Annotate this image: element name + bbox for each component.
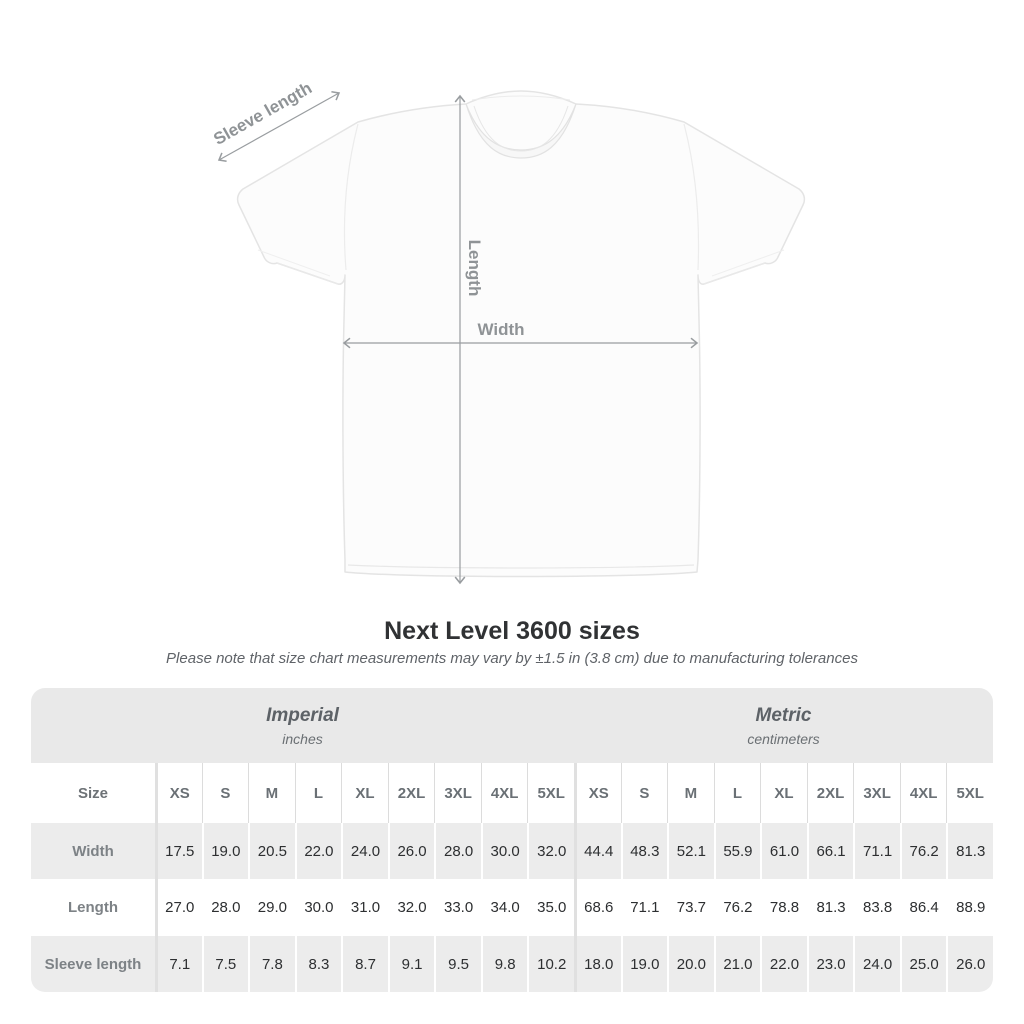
- imperial-section-header: [31, 688, 574, 763]
- unit-header-band: [31, 688, 993, 763]
- table-cell: 31.0: [341, 879, 388, 936]
- table-cell: 73.7: [667, 879, 714, 936]
- table-cell: 9.1: [388, 936, 435, 992]
- row-label: Length: [68, 899, 118, 916]
- size-col-header: M: [667, 763, 714, 823]
- table-cell: 71.1: [621, 879, 668, 936]
- size-col-header: XL: [341, 763, 388, 823]
- table-cell: 19.0: [621, 936, 668, 992]
- table-cell: 8.3: [295, 936, 342, 992]
- table-cell: 30.0: [481, 823, 528, 879]
- sleeve-length-label: Sleeve length: [210, 78, 316, 149]
- tolerance-note: Please note that size chart measurements may vary by ±1.5 in (3.8 cm) due to manufacturing tolerances: [166, 650, 858, 667]
- table-cell: 24.0: [853, 936, 900, 992]
- table-cell: 28.0: [202, 879, 249, 936]
- row-label: Width: [72, 842, 114, 860]
- table-cell: 34.0: [481, 879, 528, 936]
- size-col-header: 4XL: [481, 763, 528, 823]
- page-title: Next Level 3600 sizes: [384, 617, 640, 645]
- table-cell: 52.1: [667, 823, 714, 879]
- table-cell: 55.9: [714, 823, 761, 879]
- size-col-header: XS: [155, 763, 202, 823]
- sleeve-length-row: [31, 936, 993, 992]
- width-label: Width: [477, 320, 525, 339]
- metric-title: Metric: [755, 704, 812, 726]
- table-cell: 83.8: [853, 879, 900, 936]
- table-cell: 10.2: [527, 936, 574, 992]
- table-cell: 66.1: [807, 823, 854, 879]
- table-cell: 25.0: [900, 936, 947, 992]
- size-col-header: S: [621, 763, 668, 823]
- metric-unit: centimeters: [747, 730, 820, 747]
- size-col-header: XL: [760, 763, 807, 823]
- size-col-header: 4XL: [900, 763, 947, 823]
- length-label: Length: [465, 239, 484, 297]
- table-cell: 76.2: [714, 879, 761, 936]
- table-cell: 8.7: [341, 936, 388, 992]
- size-col-header: XS: [574, 763, 621, 823]
- size-column-header: Size: [77, 784, 108, 802]
- size-col-header: 3XL: [853, 763, 900, 823]
- table-cell: 23.0: [807, 936, 854, 992]
- size-col-header: L: [295, 763, 342, 823]
- table-cell: 20.0: [667, 936, 714, 992]
- imperial-title: Imperial: [266, 704, 339, 726]
- table-cell: 68.6: [574, 879, 621, 936]
- table-cell: 9.8: [481, 936, 528, 992]
- table-cell: 88.9: [946, 879, 993, 936]
- metric-section-header: [574, 688, 993, 763]
- table-cell: 18.0: [574, 936, 621, 992]
- size-col-header: M: [248, 763, 295, 823]
- table-cell: 48.3: [621, 823, 668, 879]
- width-row: [31, 823, 993, 879]
- imperial-unit: inches: [282, 730, 323, 747]
- size-col-header: L: [714, 763, 761, 823]
- table-cell: 35.0: [527, 879, 574, 936]
- table-cell: 76.2: [900, 823, 947, 879]
- table-cell: 44.4: [574, 823, 621, 879]
- table-cell: 32.0: [527, 823, 574, 879]
- table-cell: 33.0: [434, 879, 481, 936]
- table-cell: 21.0: [714, 936, 761, 992]
- table-cell: 9.5: [434, 936, 481, 992]
- size-col-header: 5XL: [527, 763, 574, 823]
- table-cell: 28.0: [434, 823, 481, 879]
- table-cell: 27.0: [155, 879, 202, 936]
- table-cell: 30.0: [295, 879, 342, 936]
- size-header-row: [31, 763, 993, 823]
- size-col-header: 2XL: [388, 763, 435, 823]
- table-cell: 22.0: [760, 936, 807, 992]
- table-cell: 24.0: [341, 823, 388, 879]
- table-cell: 19.0: [202, 823, 249, 879]
- table-cell: 61.0: [760, 823, 807, 879]
- table-cell: 29.0: [248, 879, 295, 936]
- table-cell: 71.1: [853, 823, 900, 879]
- size-col-header: 3XL: [434, 763, 481, 823]
- length-row: [31, 879, 993, 936]
- table-cell: 86.4: [900, 879, 947, 936]
- size-col-header: 5XL: [946, 763, 993, 823]
- table-cell: 20.5: [248, 823, 295, 879]
- table-cell: 32.0: [388, 879, 435, 936]
- size-col-header: 2XL: [807, 763, 854, 823]
- table-cell: 7.5: [202, 936, 249, 992]
- table-cell: 7.8: [248, 936, 295, 992]
- size-col-header: S: [202, 763, 249, 823]
- table-cell: 26.0: [388, 823, 435, 879]
- row-label: Sleeve length: [44, 955, 142, 973]
- size-table: [31, 688, 993, 992]
- table-cell: 81.3: [946, 823, 993, 879]
- table-cell: 26.0: [946, 936, 993, 992]
- table-cell: 81.3: [807, 879, 854, 936]
- table-cell: 22.0: [295, 823, 342, 879]
- table-cell: 17.5: [155, 823, 202, 879]
- table-cell: 7.1: [155, 936, 202, 992]
- table-cell: 78.8: [760, 879, 807, 936]
